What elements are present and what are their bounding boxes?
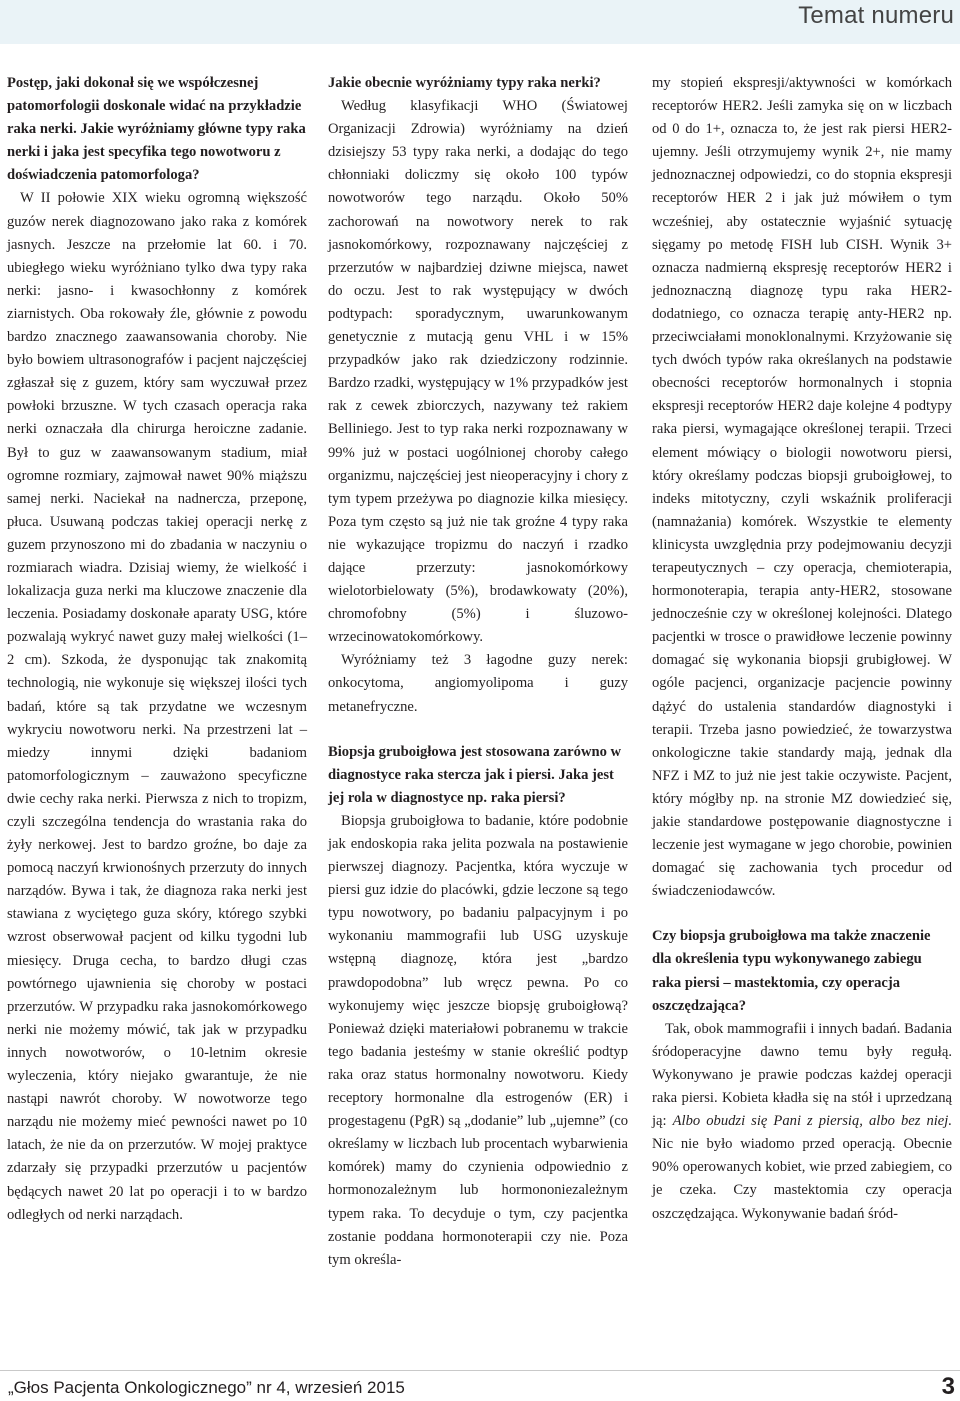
answer-6-quote: Albo obudzi się Pani z piersią, albo bez niej. [672, 1113, 952, 1130]
interview-question-3: Biopsja gruboigłowa jest stosowana zarówno w diagnostyce raka stercza jak i piersi. Jaka jest jej rola w diagnostyce np. raka piersi? [328, 743, 622, 806]
interview-question-2: Jakie obecnie wyróżniamy typy raka nerki? [328, 75, 601, 91]
answer-paragraph-6 [652, 1018, 952, 1226]
section-title: Temat numeru [798, 2, 954, 29]
interview-question-4: Czy biopsja gruboigłowa ma także znaczenie dla określenia typu wykonywanego zabiegu raka piersi – mastektomia, czy operacja oszczędzająca? [652, 928, 931, 1014]
footer-divider [0, 1370, 960, 1371]
page-number: 3 [941, 1373, 955, 1400]
answer-paragraph-5: my stopień ekspresji/aktywności w komórkach receptorów HER2. Jeśli zamyka się on w liczbach od 0 do 1+, oznacza to, że jest rak piersi HER2-ujemny. Jeśli otrzymujemy wynik 2+, nie mamy jednoznacznej odpowiedzi, co do stopnia ekspresji receptorów HER 2 i jak już mówiłem o tym wcześniej, aby ostatecznie wyjaśnić sytuację sięgamy po metodę FISH lub CISH. Wynik 3+ oznacza nadmierną ekspresję receptorów HER2 i jednoznaczną diagnozę typu raka HER2-dodatniego, co oznacza terapię anty-HER2 np. przeciwciałami monoklonalnymi. Krzyżowanie się tych dwóch typów raka określanych na podstawie obecności receptorów hormonalnych i stopnia ekspresji receptorów HER2 daje kolejne 4 podtypy raka piersi, wymagające określonej terapii. Trzeci element mówiący o biologii nowotworu piersi, który określamy podczas biopsji gruboigłowej, to indeks mitotyczny, czyli wskaźnik proliferacji (namnażania) komórek. Wszystkie te elementy klinicysta uwzględnia przy podejmowaniu decyzji terapeutycznych – czy operacja, chemioterapia, hormonoterapia, terapia anty-HER2, stosowane jednocześnie czy w określonej kolejności. Dlatego pacjentki w trosce o prawidłowe leczenie powinny domagać się wykonania biopsji grubigłowej. W ogóle pacjenci, organizacje pacjencie powinny dążyć do ustalenia standardów diagnostyki i terapii. Trzeba jasno powiedzieć, że towarzystwa onkologiczne takie standardy mają, jednak dla NFZ i MZ to już nie jest takie oczywiste. Pacjent, który mógłby np. na stronie MZ dowiedzieć się, jakie standardowe postępowanie diagnostyczne i leczenie jest wymagane w jego chorobie, powinien domagać się zachowania tych procedur od świadczeniodawców. [652, 75, 952, 900]
article-column-2 [328, 72, 628, 1272]
article-column-3 [652, 72, 952, 1226]
article-column-1 [7, 72, 307, 1227]
footer-publication: „Głos Pacjenta Onkologicznego” nr 4, wrzesień 2015 [8, 1378, 405, 1397]
answer-paragraph-3: Wyróżniamy też 3 łagodne guzy nerek: onkocytoma, angiomyolipoma i guzy metanefryczne. [328, 652, 628, 715]
answer-paragraph-2: Według klasyfikacji WHO (Światowej Organizacji Zdrowia) wyróżniamy na dzień dzisiejszy 53 typy raka nerki, a dodając do tego chłonniaki doliczmy się około 100 typów nowotworów tego narządu. Około 50% zachorowań na nowotwory nerek to rak jasnokomórkowy, rozpoznawany najczęściej z przerzutów w najbardziej dziwne miejsca, nawet do oczu. Jest to rak występujący w dwóch podtypach: sporadycznym, uwarunkowanym genetycznie z mutacją genu VHL i w 15% przypadków jako rak dziedziczony rodzinnie. Bardzo rzadki, występujący w 1% przypadków jest rak z cewek zbiorczych, nazywany też rakiem Belliniego. Jest to typ raka nerki rozpoznawany w 99% już w postaci uogólnionej choroby całego organizmu, najczęściej jest nieoperacyjny i chory z tym typem przeżywa po diagnozie kilka miesięcy. Poza tym często są już nie tak groźne 4 typy raka nie wykazujące tropizmu do naczyń i rzadko dające przerzuty: jasnokomórkowy wielotorbielowaty (5%), brodawkowaty (20%), chromofobny (5%) i śluzowo-wrzecinowatokomórkowy. [328, 98, 628, 646]
answer-6-text-a: Tak, obok mammografii i innych badań. Badania śródoperacyjne dawno temu były regułą. Wykonywano je prawie podczas każdej operacji raka piersi. Kobieta kładła się na stół i uprzedzaną ją: [652, 1020, 952, 1130]
header-bar [0, 0, 960, 44]
answer-6-text-b: Nic nie było wiadomo przed operacją. Obecnie 90% operowanych kobiet, wie przed zabiegiem, co je czeka. Czy mastektomia czy operacja oszczędzająca. Wykonywanie badań śród- [652, 1136, 952, 1222]
interview-question-1: Postęp, jaki dokonał się we współczesnej patomorfologii doskonale widać na przykładzie raka nerki. Jakie wyróżniamy główne typy raka nerki i jaka jest specyfika tego nowotworu z doświadczenia patomorfologa? [7, 75, 306, 184]
answer-paragraph-1: W II połowie XIX wieku ogromną większość guzów nerek diagnozowano jako raka z komórek jasnych. Jeszcze na przełomie lat 60. i 70. ubiegłego wieku wyróżniano tylko dwa typy raka nerki: jasno- i kwasochłonny z komórek ziarnistych. Oba rokowały źle, głównie z powodu bardzo znacznego zaawansowania choroby. Nie było bowiem ultrasonografów i pacjent najczęściej zgłaszał się z guzem, który sam wyczuwał przez powłoki brzuszne. W tych czasach operacja raka nerki oznaczała dla chirurga heroiczne zadanie. Był to guz w zaawansowanym stadium, miał ogromne rozmiary, zajmował nawet 90% miąższu samej nerki. Naciekał na nadnercza, przeponę, płuca. Usuwaną podczas takiej operacji nerkę z guzem przynoszono mi do zbadania w naczyniu o rozmiarach wiadra. Dzisiaj wiemy, że wielkość i lokalizacja guza nerki ma kluczowe znaczenie dla leczenia. Posiadamy doskonałe aparaty USG, które pozwalają wykryć nawet guzy małej wielkości (1–2 cm). Szkoda, że dysponując tak znakomitą technologią, nie wykonuje się większej ilości tych badań, które są tak przydatne we wczesnym wykryciu nowotworu nerki. Na przestrzeni lat – miedzy innymi dzięki badaniom patomorfologicznym – zauważono specyficzne dwie cechy raka nerki. Pierwsza z nich to tropizm, czyli szczególna tendencja do wrastania raka do żyły nerkowej. Jest to bardzo groźne, bo daje za pomocą naczyń krwionośnych przerzuty do innych narządów. Bywa i tak, że diagnoza raka nerki jest stawiana z wyciętego guza skóry, którego szybki wzrost obserwował pacjent od kilku tygodni lub miesięcy. Druga cecha, to bardzo długi czas powtórnego ujawnienia się choroby w postaci przerzutów. W przypadku raka jasnokomórkowego nerki nie możemy mówić, tak jak w przypadku innych nowotworów, o 10-letnim okresie wyleczenia, który niejako gwarantuje, że nie nastąpi nawrót choroby. W nowotworze tego narządu nie możemy mieć pewności nawet po 10 latach, że nie da on przerzutów. W mojej praktyce zdarzały się przypadki przerzutów u pacjentów będących nawet 20 lat po operacji i to w bardzo odległych od nerki narządach. [7, 190, 307, 1223]
answer-paragraph-4: Biopsja gruboigłowa to badanie, które podobnie jak endoskopia raka jelita pozwala na postawienie pierwszej diagnozy. Pacjentka, która wyczuje w piersi guz idzie do placówki, gdzie leczone są tego typu nowotwory, po badaniu palpacyjnym i po wykonaniu mammografii lub USG uzyskuje wstępną diagnozę, która jest „bardzo prawdopodobna” lub wręcz pewna. Po co wykonujemy więc jeszcze biopsję gruboigłową? Ponieważ dzięki materiałowi pobranemu w trakcie tego badania jesteśmy w stanie określić podtyp raka oraz status hormonalny nowotworu. Kiedy receptory hormonalne dla estrogenów (ER) i progestagenu (PgR) są „dodanie” lub „ujemne” (co określamy w liczbach lub procentach wybarwienia komórek) mamy do czynienia odpowiednio z hormonozależnym lub hormononiezależnym typem raka. To decyduje o tym, czy pacjentka zostanie poddana hormonoterapii czy nie. Poza tym określa- [328, 812, 628, 1268]
